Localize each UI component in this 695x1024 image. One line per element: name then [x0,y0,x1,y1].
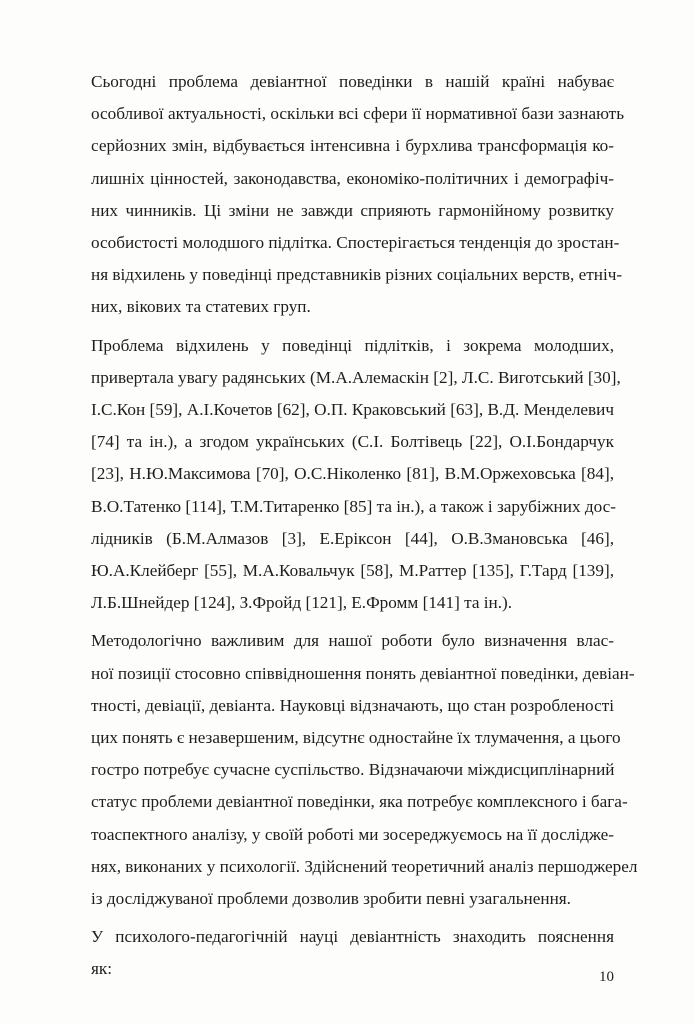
paragraph [48,66,625,324]
text-line: особливої актуальності, оскільки всі сфери її нормативної бази зазнають [91,104,625,124]
text-line: ня відхилень у поведінці представників різних соціальних верств, етніч- [91,265,623,285]
text-line: [74] та ін.), а згодом українських (С.І. Болтівець [22], О.І.Бондарчук [91,432,614,452]
text-line: Сьогодні проблема девіантної поведінки в нашій країні набуває [91,72,614,91]
text-line: Проблема відхилень у поведінці підлітків, і зокрема молодших, [91,335,614,355]
text-line: [23], Н.Ю.Максимова [70], О.С.Ніколенко [81], В.М.Оржеховська [84], [91,464,614,484]
text-line: І.С.Кон [59], А.І.Кочетов [62], О.П. Краковський [63], В.Д. Менделевич [91,400,614,420]
page-number: 10 [599,969,614,985]
text-line: гостро потребує сучасне суспільство. Відзначаючи міждисциплінарний [91,760,615,780]
text-line: них, вікових та статевих груп. [91,297,311,317]
text-line: ної позиції стосовно співвідношення понять девіантної поведінки, девіан- [91,663,635,683]
text-line: лишніх цінностей, законодавства, економіко-політичних і демографіч- [91,168,614,188]
text-line: Методологічно важливим для нашої роботи було визначення влас- [91,631,614,651]
paragraph [48,330,621,620]
text-line: В.О.Татенко [114], Т.М.Титаренко [85] та ін.), а також і зарубіжних дос- [91,496,616,516]
text-line: Ю.А.Клейберг [55], М.А.Ковальчук [58], М.Раттер [135], Г.Тард [139], [91,561,614,581]
text-line: Л.Б.Шнейдер [124], З.Фройд [121], Е.Фромм [141] та ін.). [91,593,513,613]
text-line: тності, девіації, девіанта. Науковці відзначають, що стан розробленості [91,695,614,715]
text-line: лідників (Б.М.Алмазов [3], Е.Еріксон [44], О.В.Змановська [46], [91,528,614,548]
text-line: статус проблеми девіантної поведінки, яка потребує комплексного і бага- [91,792,628,812]
text-line: із досліджуваної проблеми дозволив зробити певні узагальнення. [91,889,571,909]
text-line: тоаспектного аналізу, у своїй роботі ми зосереджуємось на її дослідже- [91,824,614,844]
text-line: як: [91,959,113,979]
paragraph [48,921,614,985]
text-line: привертала увагу радянських (М.А.Алемаскін [2], Л.С. Виготський [30], [91,367,621,387]
text-line: них чинників. Ці зміни не завжди сприяють гармонійному розвитку [91,200,614,220]
text-line: особистості молодшого підлітка. Спостерігається тенденція до зростан- [91,233,620,253]
text-body [48,66,638,992]
text-line: нях, виконаних у психології. Здійснений теоретичний аналіз першоджерел [91,856,638,876]
paragraph [48,625,638,915]
text-line: серйозних змін, відбувається інтенсивна і бурхлива трансформація ко- [91,136,614,156]
text-line: У психолого-педагогічній науці девіантність знаходить пояснення [91,927,614,947]
text-line: цих понять є незавершеним, відсутнє одностайне їх тлумачення, а цього [91,728,621,748]
